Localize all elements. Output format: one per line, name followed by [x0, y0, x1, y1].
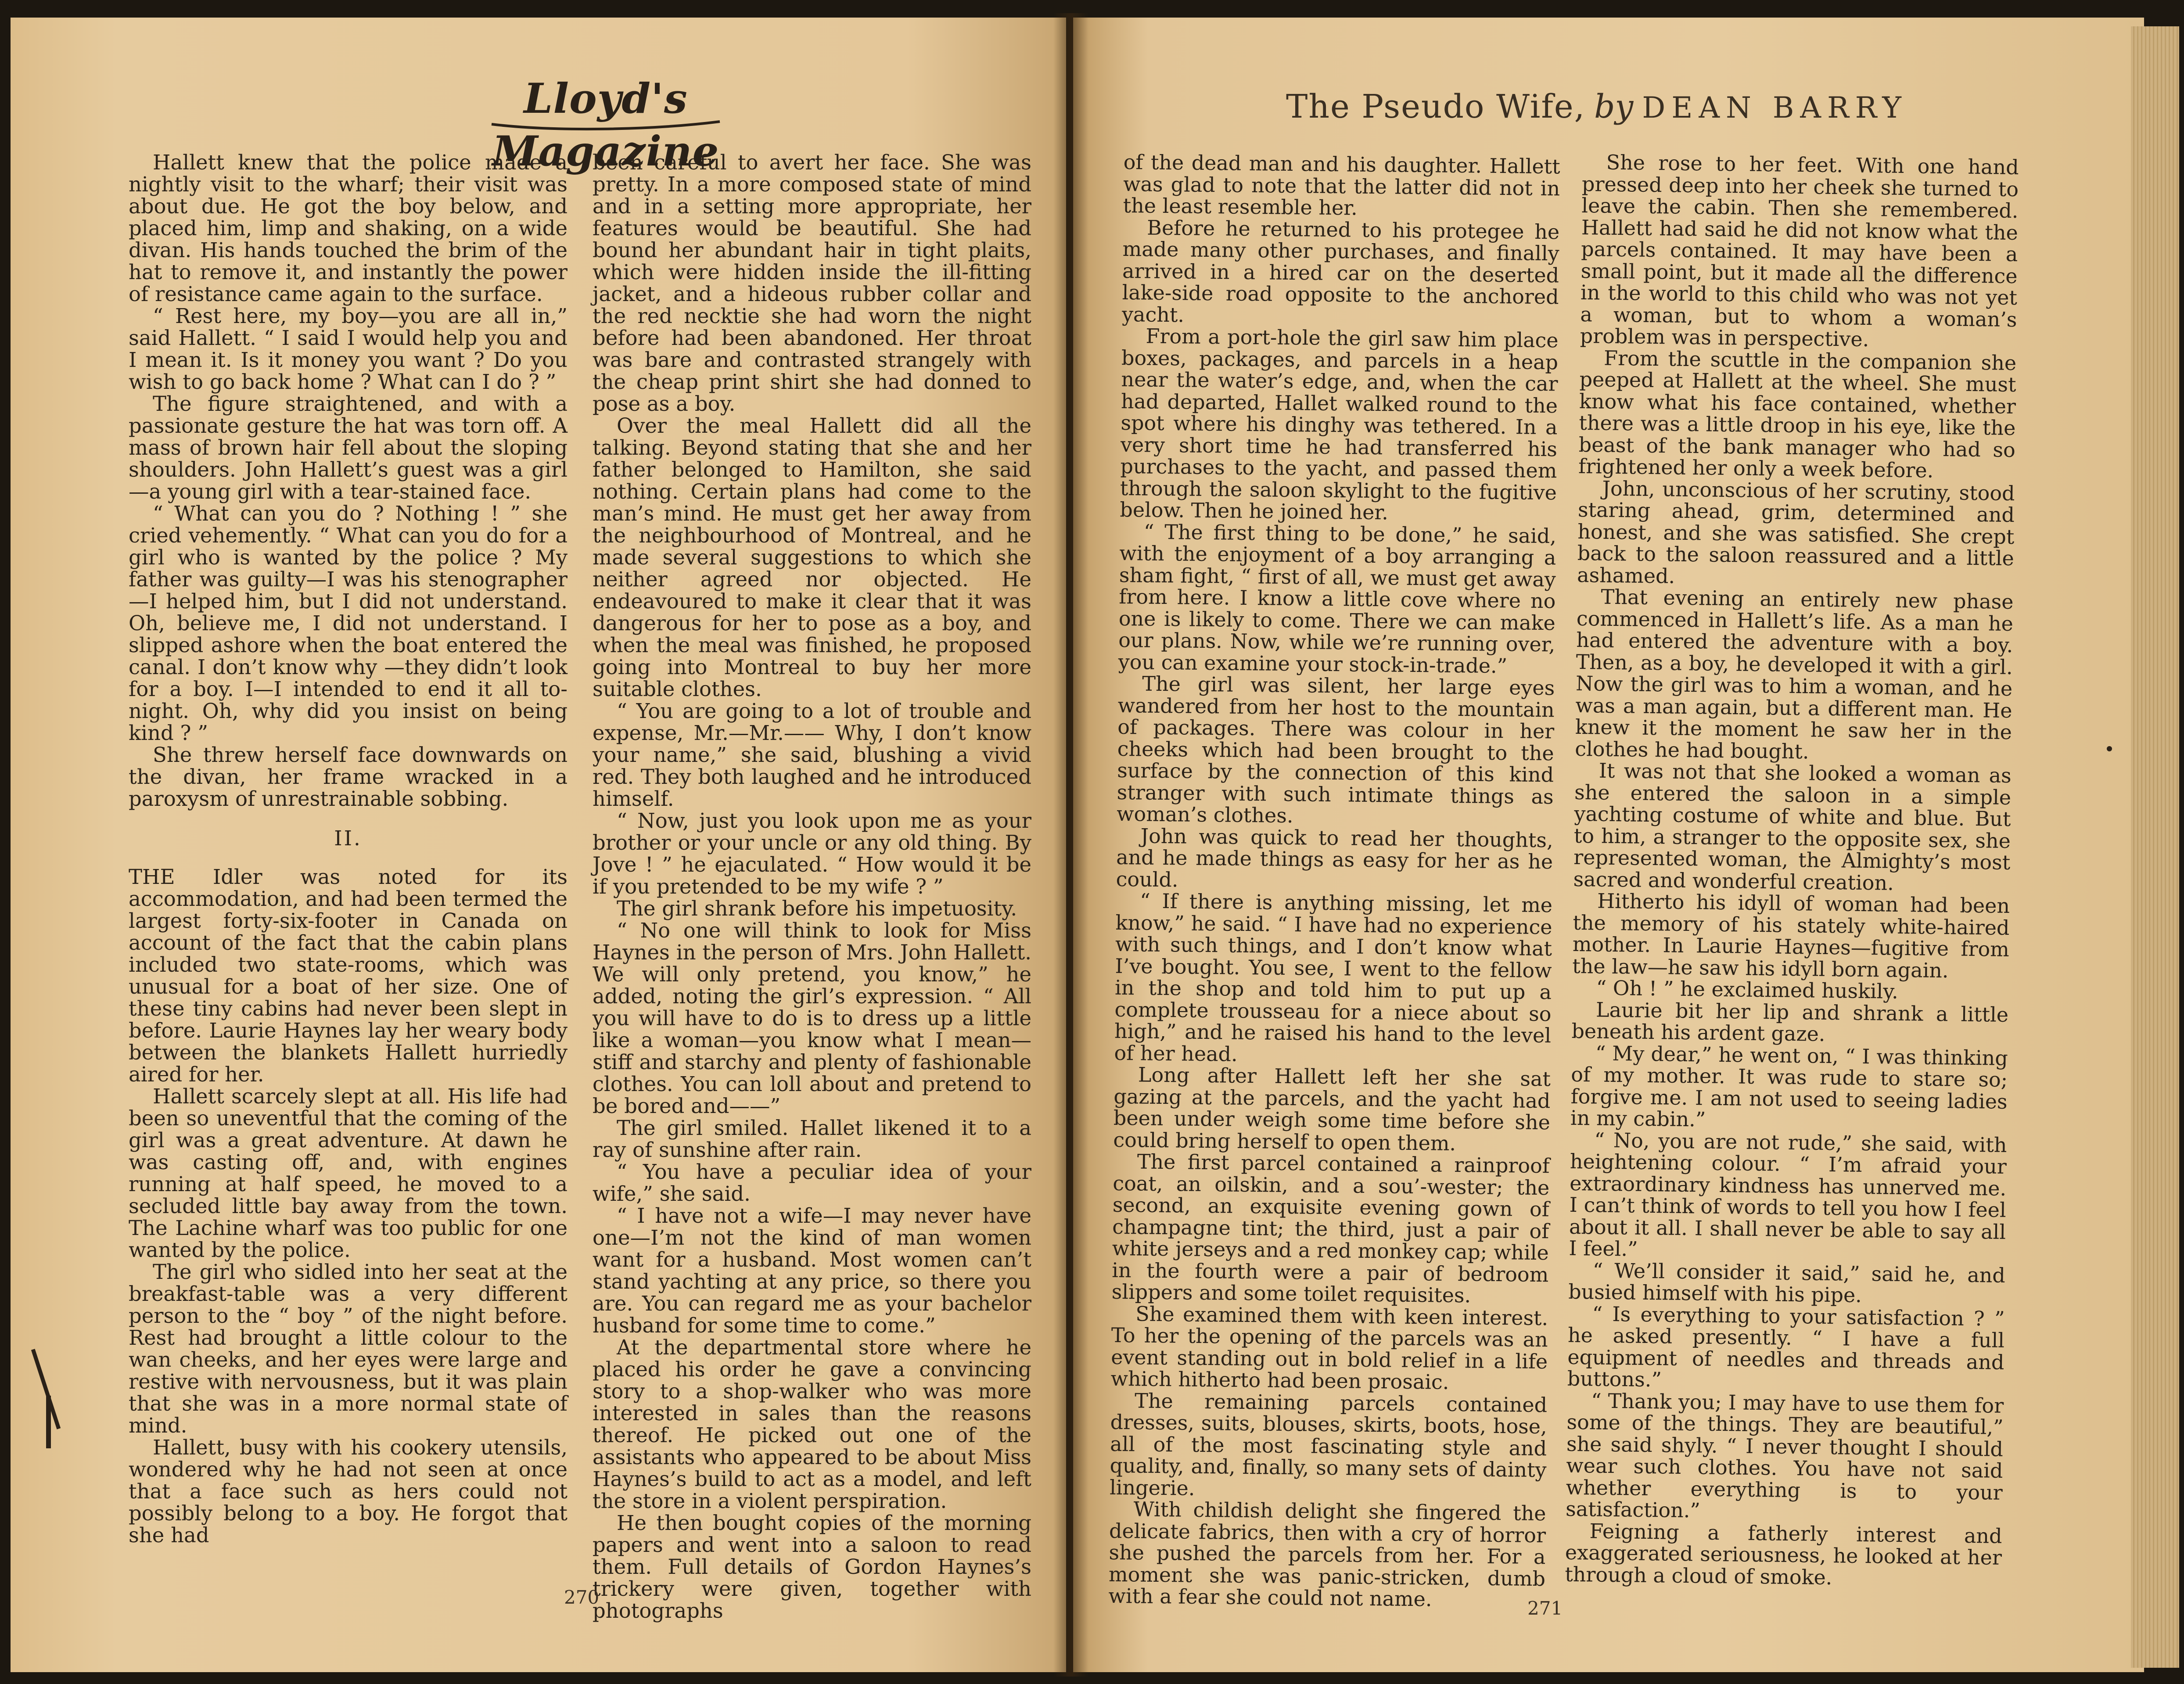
- paragraph: Hallett, busy with his cookery utensils, wondered why he had not seen at once that a face such as hers could not possibly belong to a boy. He forgot that she had: [129, 1436, 568, 1547]
- paragraph: “ I have not a wife—I may never have one—I’m not the kind of man women want for a husband. Most women can’t stand yachting at any price, so there you are. You can regard me as your bachelor husband for some time to come.”: [593, 1204, 1031, 1337]
- page-edges: [2131, 26, 2179, 1668]
- paragraph: Hallett knew that the police made a nightly visit to the wharf; their visit was about due. He got the boy below, and placed him, limp and shaking, on a wide divan. His hands touched the brim of the hat to remove it, and instantly the power of resistance came again to the surface.: [129, 151, 568, 306]
- paragraph: The first parcel contained a rainproof coat, an oilskin, and a sou’-wester; the second, an exquisite evening gown of champagne tint; the third, just a pair of white jerseys and a red monkey cap; while in the fourth were a pair of bedroom slippers and some toilet requisites.: [1111, 1149, 1550, 1307]
- paragraph: “ My dear,” he went on, “ I was thinking of my mother. It was rude to stare so; forgive me. I am not used to seeing ladies in my cabin.”: [1570, 1041, 2008, 1131]
- paragraph: John was quick to read her thoughts, and he made things as easy for her as he could.: [1116, 823, 1553, 891]
- paragraph: “ If there is anything missing, let me know,” he said. “ I have had no experience with such things, and I don’t know what I’ve bought. You see, I went to the fellow in the shop and told him to put up a complete trousseau for a niece about so high,” and he raised his hand to the level of her head.: [1114, 889, 1553, 1066]
- paragraph: “ Rest here, my boy—you are all in,” said Hallett. “ I said I would help you and I mean it. Is it money you want ? Do you wish to go back home ? What can I do ? ”: [129, 304, 568, 394]
- column-4: [1565, 151, 2019, 1591]
- paragraph: “ What can you do ? Nothing ! ” she cried vehemently. “ What can you do for a girl who is wanted by the police ? My father was guilty—I was his stenographer—I helped him, but I did not understand. Oh, believe me, I did not understand. I slipped ashore when the boat entered the canal. I don’t know why —they didn’t look for a boy. I—I intended to end it all to-night. Oh, why did you insist on being kind ? ”: [129, 502, 568, 745]
- paragraph: “ Oh ! ” he exclaimed huskily.: [1596, 976, 1899, 1003]
- paragraph: Hallett scarcely slept at all. His life had been so uneventful that the coming of the girl was a great adventure. At dawn he was casting off, and, with engines running at half speed, he moved to a secluded little bay away from the town. The Lachine wharf was too public for one wanted by the police.: [129, 1084, 568, 1262]
- paragraph: been careful to avert her face. She was pretty. In a more composed state of mind and in a setting more appropriate, her features would be beautiful. She had bound her abundant hair in tight plaits, which were hidden inside the ill-fitting jacket, and a hideous rubber collar and the red necktie she had worn the night before had been abandoned. Her throat was bare and contrasted strangely with the cheap print shirt she had donned to pose as a boy.: [593, 151, 1031, 416]
- paragraph: She examined them with keen interest. To her the opening of the parcels was an event standing out in bold relief in a life which hitherto had been prosaic.: [1110, 1301, 1548, 1394]
- paragraph: The remaining parcels contained dresses, suits, blouses, skirts, boots, hose, all of the most fascinating style and quality, and, finally, so many sets of dainty lingerie.: [1109, 1388, 1548, 1500]
- paragraph: From a port-hole the girl saw him place boxes, packages, and parcels in a heap near the water’s edge, and, when the car had departed, Hallet walked round to the spot where his dinghy was tethered. In a very short time he had transferred his purchases to the yacht, and passed them through the saloon skylight to the fugitive below. Then he joined her.: [1120, 324, 1559, 524]
- paragraph: “ Now, just you look upon me as your brother or your uncle or any old thing. By Jove ! ” he ejaculated. “ How would it be if you pretended to be my wife ? ”: [593, 809, 1031, 898]
- paragraph: The girl was silent, her large eyes wandered from her host to the mountain of packages. There was colour in her cheeks which had been brought to the surface by the connection of this kind stranger with such intimate things as woman’s clothes.: [1116, 671, 1555, 828]
- paragraph: The figure straightened, and with a passionate gesture the hat was torn off. A mass of brown hair fell about the sloping shoulders. John Hallett’s guest was a girl—a young girl with a tear-stained face.: [129, 392, 568, 503]
- paragraph: The girl smiled. Hallet likened it to a ray of sunshine after rain.: [593, 1116, 1031, 1162]
- section-heading: II.: [334, 826, 362, 850]
- magazine-logo: [474, 72, 737, 176]
- column-3: [1108, 151, 1560, 1612]
- page-number-right: 271: [1527, 1598, 1563, 1619]
- paragraph: “ No, you are not rude,” she said, with heightening colour. “ I’m afraid your extraordinary kindness has unnerved me. I can’t think of words to tell you how I feel about it all. I shall never be able to say all I feel.”: [1569, 1128, 2007, 1261]
- paragraph: She rose to her feet. With one hand pressed deep into her cheek she turned to leave the cabin. Then she remembered. Hallett had said he did not know what the parcels contained. It may have been a small point, but it made all the difference in the world to this child who was not yet a woman, but to whom a woman’s problem was in perspective.: [1580, 150, 2019, 352]
- paragraph: Hitherto his idyll of woman had been the memory of his stately white-haired mother. In Laurie Haynes—fugitive from the law—he saw his idyll born again.: [1572, 889, 2010, 982]
- paragraph: “ You are going to a lot of trouble and expense, Mr.—Mr.—— Why, I don’t know your name,” she said, blushing a vivid red. They both laughed and he introduced himself.: [593, 699, 1031, 811]
- paragraph: “ You have a peculiar idea of your wife,” she said.: [593, 1160, 1031, 1206]
- paragraph: He then bought copies of the morning papers and went into a saloon to read them. Full details of Gordon Haynes’s trickery were given, together with photographs: [593, 1511, 1031, 1623]
- paragraph: “ No one will think to look for Miss Haynes in the person of Mrs. John Hallett. We will only pretend, you know,” he added, noting the girl’s expression. “ All you will have to do is to dress up a little like a woman—you know what I mean—stiff and starchy and plenty of fashionable clothes. You can loll about and pretend to be bored and——”: [593, 919, 1031, 1118]
- paragraph: Long after Hallett left her she sat gazing at the parcels, and the yacht had been under weigh some time before she could bring herself to open them.: [1113, 1063, 1551, 1155]
- article-title: The Pseudo Wife,: [1286, 88, 1586, 126]
- paragraph: Laurie bit her lip and shrank a little beneath his ardent gaze.: [1571, 998, 2009, 1046]
- logo-text: Lloyd's Magazine: [492, 75, 719, 176]
- column-1: [129, 151, 568, 1546]
- column-2: [593, 151, 1031, 1622]
- paragraph: It was not that she looked a woman as she entered the saloon in a simple yachting costume of white and blue. But to him, a stranger to the opposite sex, she represented woman, the Almighty’s most sacred and wonderful creation.: [1573, 758, 2012, 895]
- paragraph: “ Is everything to your satisfaction ? ” he asked presently. “ I have a full equipment of needles and threads and buttons.”: [1567, 1301, 2005, 1392]
- paragraph: of the dead man and his daughter. Hallett was glad to note that the latter did not in the least resemble her.: [1123, 150, 1560, 220]
- page-speck: [2107, 746, 2112, 751]
- paragraph: The girl who sidled into her seat at the breakfast-table was a very different person to the “ boy ” of the night before. Rest had brought a little colour to the wan cheeks, and her eyes were large and restive with nervousness, but it was plain that she was in a more normal state of mind.: [129, 1260, 568, 1437]
- byline-by: by: [1594, 88, 1634, 126]
- paragraph: Before he returned to his protegee he made many other purchases, and finally arrived in a hired car on the deserted lake-side road opposite to the anchored yacht.: [1121, 215, 1560, 327]
- paragraph: “ The first thing to be done,” he said, with the enjoyment of a boy arranging a sham fight, “ first of all, we must get away from here. I know a little cove where no one is likely to come. There we can make our plans. Now, while we’re running over, you can examine your stock-in-trade.”: [1118, 520, 1557, 678]
- paragraph: “ We’ll consider it said,” said he, and busied himself with his pipe.: [1568, 1258, 2006, 1307]
- paragraph: With childish delight she fingered the delicate fabrics, then with a cry of horror she pushed the parcels from her. For a moment she was panic-stricken, dumb with a fear she could not name.: [1108, 1497, 1546, 1611]
- paragraph: “ Thank you; I may have to use them for some of the things. They are beautiful,” she said shyly. “ I never thought I should wear such clothes. You have not said whether everything is to your satisfaction.”: [1565, 1388, 2004, 1522]
- paragraph: Feigning a fatherly interest and exaggerated seriousness, he looked at her through a cloud of smoke.: [1565, 1519, 2002, 1589]
- paragraph: THE Idler was noted for its accommodation, and had been termed the largest forty-six-footer in Canada on account of the fact that the cabin plans included two state-rooms, which was unusual for a boat of her size. One of these tiny cabins had never been slept in before. Laurie Haynes lay her weary body between the blankets Hallett hurriedly aired for her.: [129, 865, 568, 1086]
- paragraph: Over the meal Hallett did all the talking. Beyond stating that she and her father belonged to Hamilton, she said nothing. Certain plans had come to the man’s mind. He must get her away from the neighbourhood of Montreal, and he made several suggestions to which she neither agreed nor objected. He endeavoured to make it clear that it was dangerous for her to pose as a boy, and when the meal was finished, he proposed going into Montreal to buy her more suitable clothes.: [593, 414, 1031, 701]
- paragraph: At the departmental store where he placed his order he gave a convincing story to a shop-walker who was more interested in sales than the reasons thereof. He picked out one of the assistants who appeared to be about Miss Haynes’s build to act as a model, and left the store in a violent perspiration.: [593, 1336, 1031, 1513]
- margin-pencil-mark: [46, 1396, 51, 1448]
- author-name: DEAN BARRY: [1642, 91, 1907, 125]
- book-gutter: [1053, 13, 1088, 1677]
- page-number-left: 270: [564, 1587, 600, 1608]
- paragraph: From the scuttle in the companion she peeped at Hallett at the wheel. She must know what his face contained, whether there was a little droop in his eye, like the beast of the bank manager who had so frightened her only a week before.: [1578, 346, 2017, 482]
- paragraph: The girl shrank before his impetuosity.: [617, 897, 1017, 920]
- running-head: [1286, 88, 1907, 126]
- paragraph: John, unconscious of her scrutiny, stood staring ahead, grim, determined and honest, and she was satisfied. She crept back to the saloon reassured and a little ashamed.: [1577, 476, 2015, 588]
- paragraph: That evening an entirely new phase commenced in Hallett’s life. As a man he had entered the adventure with a boy. Then, as a boy, he developed it with a girl. Now the girl was to him a woman, and he was a man again, but a different man. He knew it the moment he saw her in the clothes he had bought.: [1575, 585, 2014, 763]
- paragraph: She threw herself face downwards on the divan, her frame wracked in a paroxysm of unrestrainable sobbing.: [129, 743, 568, 811]
